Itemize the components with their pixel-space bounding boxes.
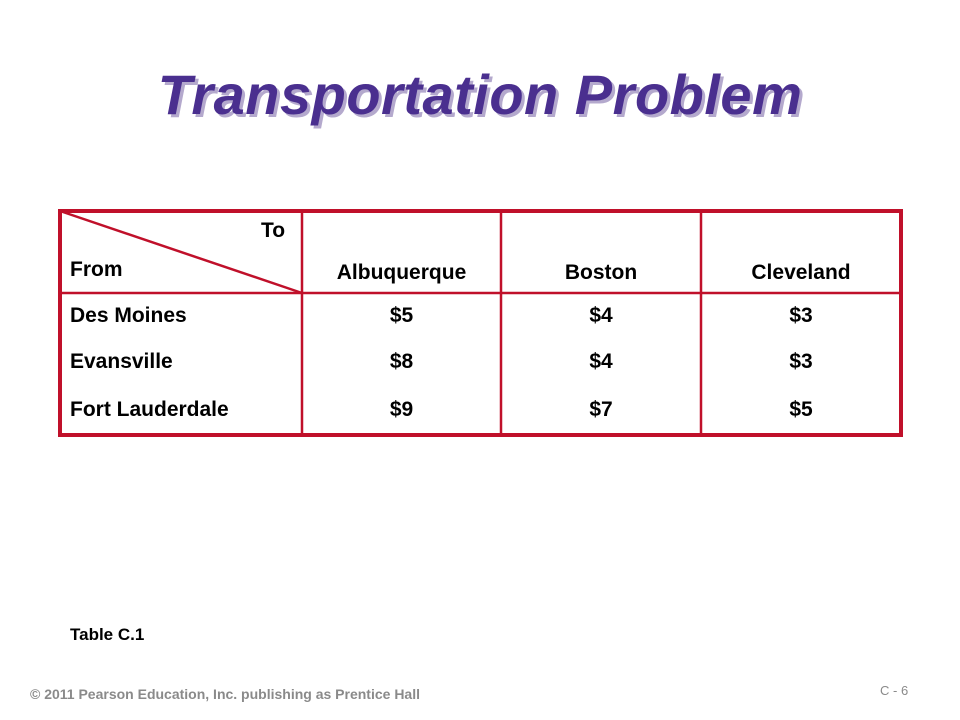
cost-evansville-albuquerque: $8 [389,350,414,373]
row-label-fort-lauderdale: Fort Lauderdale [70,398,229,421]
cost-des-moines-albuquerque: $5 [389,304,414,327]
column-header-cleveland: Cleveland [751,261,851,284]
cost-fort-lauderdale-albuquerque: $9 [389,398,414,421]
column-header-albuquerque: Albuquerque [336,261,467,284]
row-label-evansville: Evansville [70,350,173,373]
slide-number: C - 6 [880,683,909,698]
cost-des-moines-boston: $4 [589,304,613,327]
row-label-des-moines: Des Moines [70,304,187,327]
cost-des-moines-cleveland: $3 [789,304,813,327]
cost-evansville-boston: $4 [589,350,613,373]
column-header-boston: Boston [564,261,638,284]
corner-from-label: From [70,258,123,281]
table-caption: Table C.1 [70,625,145,644]
cost-fort-lauderdale-boston: $7 [589,398,613,421]
corner-to-label: To [261,219,286,242]
cost-evansville-cleveland: $3 [789,350,813,373]
cost-fort-lauderdale-cleveland: $5 [789,398,813,421]
page-title: Transportation Problem [157,63,803,126]
transportation-cost-table [58,209,903,437]
copyright-notice: © 2011 Pearson Education, Inc. publishing as Prentice Hall [30,686,420,702]
